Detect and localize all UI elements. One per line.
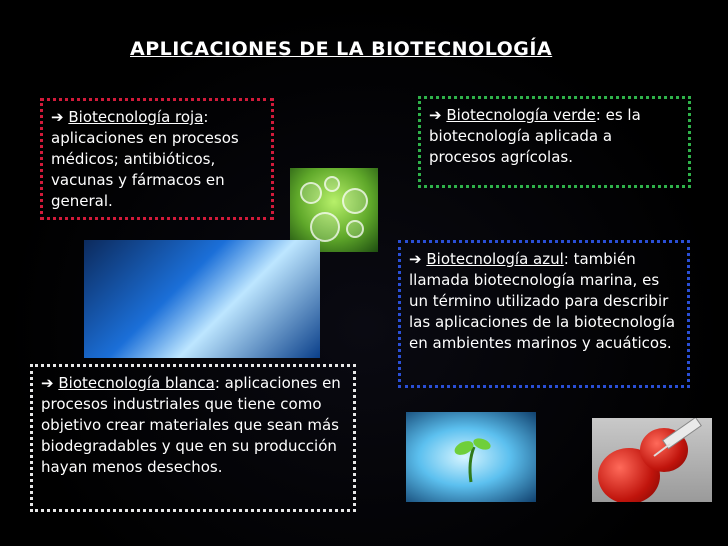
slide-title: APLICACIONES DE LA BIOTECNOLOGÍA bbox=[130, 38, 553, 60]
azul-text: : también llamada biotecnología marina, es un término utilizado para describir las aplicaciones de la biotecnología en ambientes marinos y acuáticos. bbox=[409, 250, 676, 352]
roja-box bbox=[40, 98, 274, 220]
blanca-text: : aplicaciones en procesos industriales que tiene como objetivo crear materiales que sean más biodegradables y que en su producción hayan menos desechos. bbox=[41, 374, 341, 476]
tomato-injection-image bbox=[592, 418, 712, 502]
verde-heading: Biotecnología verde bbox=[446, 106, 596, 124]
sprout-icon bbox=[406, 412, 536, 502]
plant-in-tube-image bbox=[406, 412, 536, 502]
lab-scientist-image bbox=[84, 240, 320, 358]
roja-heading: Biotecnología roja bbox=[68, 108, 204, 126]
roja-text: : aplicaciones en procesos médicos; antibióticos, vacunas y fármacos en general. bbox=[51, 108, 239, 210]
verde-box bbox=[418, 96, 691, 188]
verde-text: : es la biotecnología aplicada a procesos agrícolas. bbox=[429, 106, 641, 166]
syringe-icon bbox=[592, 418, 712, 502]
azul-box bbox=[398, 240, 690, 388]
blanca-heading: Biotecnología blanca bbox=[58, 374, 215, 392]
azul-heading: Biotecnología azul bbox=[426, 250, 564, 268]
arrow-icon: ➔ bbox=[41, 374, 54, 392]
arrow-icon: ➔ bbox=[409, 250, 422, 268]
blanca-box bbox=[30, 364, 356, 512]
arrow-icon: ➔ bbox=[51, 108, 64, 126]
arrow-icon: ➔ bbox=[429, 106, 442, 124]
